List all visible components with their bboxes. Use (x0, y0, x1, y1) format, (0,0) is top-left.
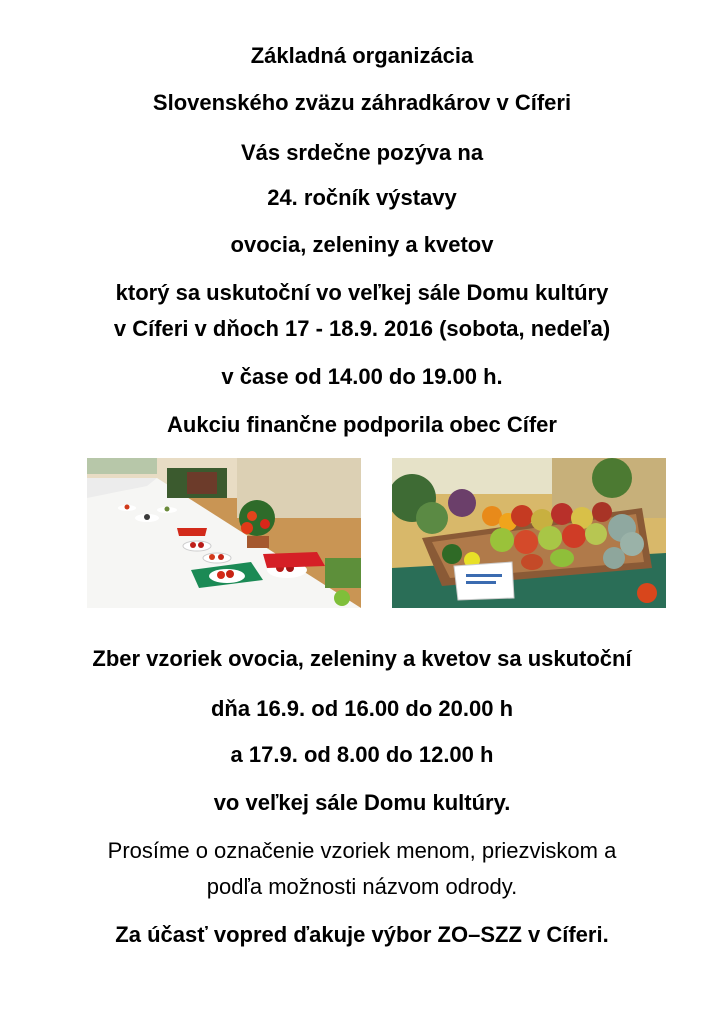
union-line: Slovenského zväzu záhradkárov v Cíferi (152, 90, 572, 115)
collection-line: Zber vzoriek ovocia, zeleniny a kvetov sa uskutoční (92, 646, 632, 671)
collection-date-2: a 17.9. od 8.00 do 12.00 h (230, 742, 494, 767)
venue-line: ktorý sa uskutoční vo veľkej sále Domu kultúry (115, 280, 609, 305)
fruit-basket-photo (392, 458, 666, 608)
thanks-line: Za účasť vopred ďakuje výbor ZO–SZZ v Cíferi. (115, 922, 609, 947)
edition-line: 24. ročník výstavy (267, 185, 457, 210)
sponsor-line: Aukciu finančne podporila obec Cífer (167, 412, 557, 437)
request-line-2: podľa možnosti názvom odrody. (206, 874, 518, 899)
request-line-1: Prosíme o označenie vzoriek menom, priezviskom a (107, 838, 617, 863)
exhibition-topic-line: ovocia, zeleniny a kvetov (230, 232, 494, 257)
hours-line: v čase od 14.00 do 19.00 h. (221, 364, 503, 389)
organization-line: Základná organizácia (250, 43, 474, 68)
collection-venue: vo veľkej sále Domu kultúry. (213, 790, 511, 815)
collection-date-1: dňa 16.9. od 16.00 do 20.00 h (210, 696, 514, 721)
invite-line: Vás srdečne pozýva na (240, 140, 484, 165)
dates-line: v Cíferi v dňoch 17 - 18.9. 2016 (sobota, nedeľa) (113, 316, 611, 341)
exhibition-table-photo (87, 458, 361, 608)
